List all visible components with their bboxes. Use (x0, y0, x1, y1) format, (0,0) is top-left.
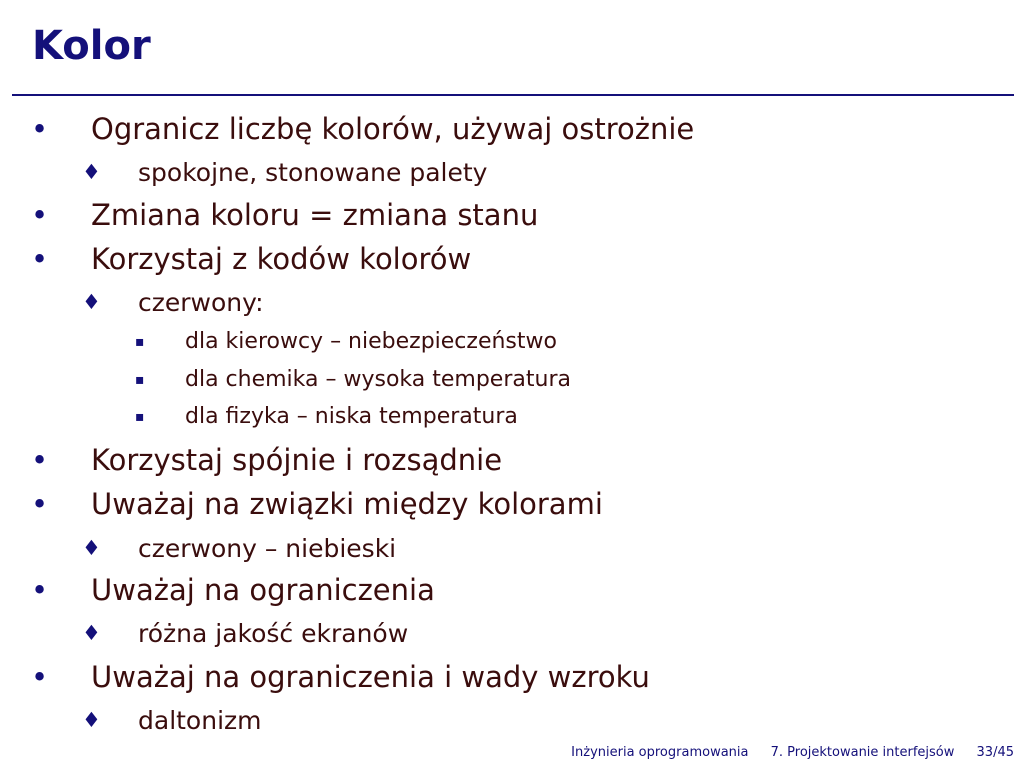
bullet-text: dla chemika – wysoka temperatura (185, 367, 571, 392)
footer-page-number: 33/45 (976, 745, 1014, 760)
bullet-item (82, 288, 264, 317)
bullet-text: daltonizm (138, 706, 262, 735)
bullet-item (82, 158, 488, 187)
bullet-text: dla kierowcy – niebezpieczeństwo (185, 329, 557, 354)
bullet-item (31, 443, 503, 477)
round-bullet-icon: • (31, 443, 49, 477)
bullet-text: czerwony: (138, 288, 264, 317)
bullet-item (82, 619, 409, 648)
bullet-item (135, 329, 557, 354)
round-bullet-icon: • (31, 112, 49, 146)
bullet-text: Korzystaj z kodów kolorów (91, 242, 472, 276)
bullet-text: Uważaj na ograniczenia (91, 573, 435, 607)
diamond-bullet-icon: ♦ (82, 536, 101, 560)
square-bullet-icon: ▪ (135, 409, 145, 425)
bullet-text: Uważaj na ograniczenia i wady wzroku (91, 660, 650, 694)
round-bullet-icon: • (31, 198, 49, 232)
round-bullet-icon: • (31, 573, 49, 607)
bullet-text: Zmiana koloru = zmiana stanu (91, 198, 539, 232)
bullet-item (31, 198, 539, 232)
footer-course: Inżynieria oprogramowania (571, 745, 749, 760)
bullet-item (31, 242, 472, 276)
diamond-bullet-icon: ♦ (82, 160, 101, 184)
round-bullet-icon: • (31, 242, 49, 276)
bullet-item (31, 573, 435, 607)
bullet-item (82, 706, 262, 735)
bullet-item (135, 404, 518, 429)
bullet-text: czerwony – niebieski (138, 534, 397, 563)
bullet-item (31, 487, 603, 521)
bullet-text: Ogranicz liczbę kolorów, używaj ostrożnie (91, 112, 695, 146)
bullet-item (31, 112, 695, 146)
square-bullet-icon: ▪ (135, 334, 145, 350)
round-bullet-icon: • (31, 660, 49, 694)
bullet-text: Korzystaj spójnie i rozsądnie (91, 443, 503, 477)
diamond-bullet-icon: ♦ (82, 708, 101, 732)
bullet-item (82, 534, 397, 563)
slide-title: Kolor (32, 23, 151, 69)
bullet-text: spokojne, stonowane palety (138, 158, 488, 187)
bullet-item (31, 660, 650, 694)
title-divider (12, 94, 1014, 96)
slide-footer (553, 745, 1014, 760)
diamond-bullet-icon: ♦ (82, 290, 101, 314)
round-bullet-icon: • (31, 487, 49, 521)
footer-lecture: 7. Projektowanie interfejsów (770, 745, 955, 760)
diamond-bullet-icon: ♦ (82, 621, 101, 645)
bullet-text: dla fizyka – niska temperatura (185, 404, 518, 429)
bullet-text: różna jakość ekranów (138, 619, 409, 648)
square-bullet-icon: ▪ (135, 372, 145, 388)
bullet-text: Uważaj na związki między kolorami (91, 487, 603, 521)
bullet-item (135, 367, 571, 392)
